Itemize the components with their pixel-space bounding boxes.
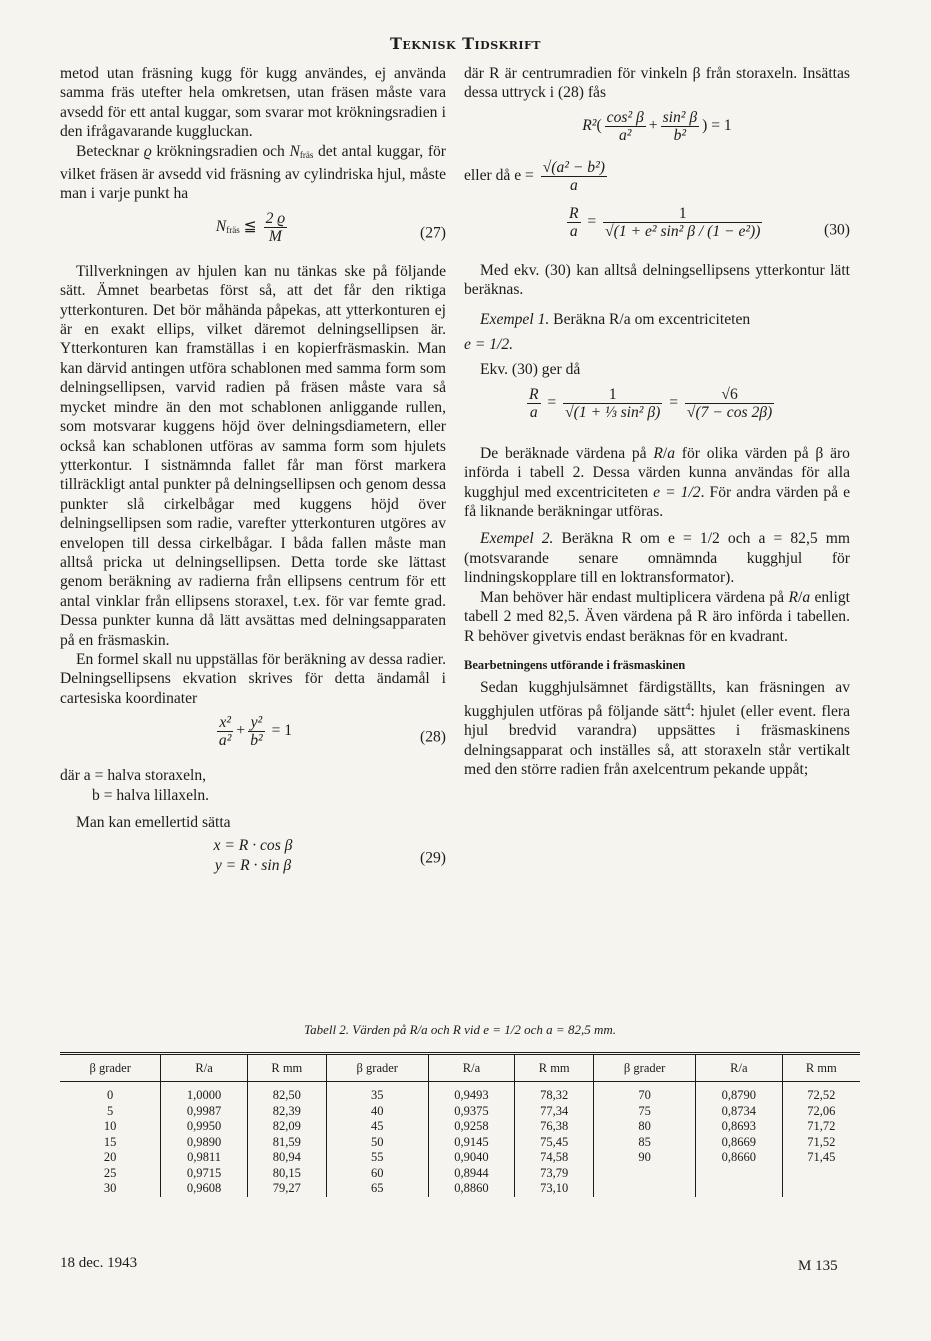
table-cell: 74,58 <box>515 1150 594 1166</box>
table-cell: 75 <box>594 1104 696 1120</box>
table-cell: 0,9811 <box>161 1150 248 1166</box>
denominator: b² <box>250 732 263 750</box>
equation-28: $\frac{\text{x²}}{\text{a²}}$ + $\frac{\text{y²}}{\text{b²}}$ = 1 (28) <box>218 714 446 750</box>
table-cell <box>696 1181 783 1197</box>
numerator: 2 ϱ <box>265 209 286 227</box>
table-cell: 0,8660 <box>696 1150 783 1166</box>
table-cell: 0,9145 <box>428 1135 515 1151</box>
table-row <box>60 1181 860 1197</box>
table-cell: 71,72 <box>782 1119 860 1135</box>
table-cell: 79,27 <box>247 1181 326 1197</box>
column-header: R/a <box>696 1054 783 1082</box>
numerator: √(a² − b²) <box>542 158 605 176</box>
numerator: sin² β <box>662 108 698 126</box>
example-1-equation: $\frac{R}{a}$ = $\frac{1}{\text{√(1 + ⅓ sin² β)}}$ = $\frac{√6}{√(7 - \cos 2\beta)}$ <box>529 385 773 421</box>
table-cell: 72,52 <box>782 1082 860 1104</box>
denominator: a² <box>618 126 632 144</box>
rhs: = 1 <box>707 116 732 134</box>
table-cell: 82,39 <box>247 1104 326 1120</box>
equation-number: (27) <box>420 224 446 242</box>
numerator: 1 <box>563 386 662 404</box>
denominator: √(1 + ⅓ sin² β) <box>565 403 661 421</box>
footnote-ref: 4 <box>685 701 691 713</box>
text: det antal kuggar, för vilket fräsen är avsedd vid fräsning av cylindriska hjul, måste man i varje punkt ha <box>60 142 446 203</box>
section-title: Bearbetningens utförande i fräsmaskinen <box>464 657 686 672</box>
table-row <box>60 1135 860 1151</box>
table-cell: 65 <box>326 1181 428 1197</box>
table-cell: 5 <box>107 1103 114 1118</box>
paragraph <box>464 529 850 587</box>
table-row <box>60 1082 860 1104</box>
denominator: b² <box>673 126 687 144</box>
text: enligt tabell 2 med 82,5. Även värdena på R äro införda i tabellen. R behöver givetvis endast beräknas för en kvadrant. <box>464 588 850 645</box>
text: för olika värden på β äro införda i tabell 2. Dessa värden kunna användas för alla kugghjul med excentriciteten <box>464 444 850 501</box>
definition: b = halva lillaxeln. <box>92 786 210 804</box>
table-cell: 55 <box>326 1150 428 1166</box>
table-row <box>60 1119 860 1135</box>
column-header: R/a <box>428 1054 515 1082</box>
paragraph: där R är centrumradien för vinkeln β från storaxeln. Insättas dessa uttryck i (28) fås <box>464 65 850 102</box>
example-label: Exempel 1. <box>480 310 550 328</box>
column-header: R mm <box>782 1054 860 1082</box>
text: Sedan kugghjulsämnet färdigställts, kan fräsningen av kugghjulen utföras på följande sätt <box>464 679 850 720</box>
table-cell: 80,15 <box>247 1166 326 1182</box>
table-cell: 0,8734 <box>696 1104 783 1120</box>
table-cell: 72,06 <box>782 1104 860 1120</box>
equation-number: (28) <box>420 728 446 746</box>
symbol: R <box>653 444 663 462</box>
equation-substituted: R²( $\frac{\text{cos² β}}{\text{a²}}$ + $\frac{\text{sin² β}}{\text{b²}}$ ) = 1 <box>582 108 732 144</box>
fraction <box>563 386 662 421</box>
fraction <box>541 159 607 194</box>
paragraph <box>464 310 850 329</box>
fraction <box>605 109 646 144</box>
table-cell: 0,9890 <box>161 1135 248 1151</box>
symbol: a <box>667 444 676 462</box>
table-cell <box>782 1181 860 1197</box>
table-cell: 0,8790 <box>696 1082 783 1104</box>
numerator: R <box>569 204 579 222</box>
numerator: R <box>529 385 539 403</box>
table-cell: 0,9715 <box>161 1166 248 1182</box>
table-cell: 0,8693 <box>696 1119 783 1135</box>
table-cell: 70 <box>594 1082 696 1104</box>
numerator: √6 <box>685 386 774 404</box>
equation-line: x = R · cos β <box>213 837 293 855</box>
values-table <box>60 1052 860 1197</box>
issue-date: 18 dec. 1943 <box>60 1255 138 1271</box>
table-cell: 0,9608 <box>161 1181 248 1197</box>
paragraph: Man behöver här endast multiplicera värdena på R/a enligt tabell 2 med 82,5. Även värdena på R äro införda i tabellen. R behöver givetvis endast beräknas för en kvadrant. <box>464 588 850 645</box>
table-cell: 0,9987 <box>161 1104 248 1120</box>
paragraph: Tillverkningen av hjulen kan nu tänkas ske på följande sätt. Ämnet bearbetas först så, att det får den riktiga ytterkonturen. Det bör måhända påpekas, att ytterkonturen ej är en exakt ellips, vilket däremot delningsellipsen är. Ytterkonturen kan framställas i en kopierfräsmaskin. Man kan därvid antingen utföra schablonen med samma form som delningsellipsen, varvid radien på fräsen måste vara så mycket mindre än den mot schablonen anliggande rullen, som motsvarar kuggens höjd över delningsdiametern, eller också kan schablonen utföras av samma form som hjulets ytterkontur. I sistnämnda fallet får man först markera tillräckligt antal punkter på delningsellipsen och genom dessa punkter slå cirkelbågar med kuggens höjd över delningsellipsen som radie, varefter ytterkonturen utgöres av envelopen till dessa cirkelbågar. I båda fallen måste man alltså pricka ut delningsellipsen. Detta torde ske lättast genom beräkning av radierna från ellipsens centrum för ett antal vinklar från ellipsens storaxel, t.ex. för var femte grad. Dessa punkter kunna då lätt avsättas med delningsapparaten på en fräsmaskin. <box>60 262 446 649</box>
column-header: R/a <box>161 1054 248 1082</box>
table-cell: 35 <box>326 1082 428 1104</box>
symbol: 1/2 <box>699 530 720 548</box>
numerator: cos² β <box>606 108 644 126</box>
table-cell: 90 <box>594 1150 696 1166</box>
column-header: R mm <box>515 1054 594 1082</box>
numerator: 1 <box>603 205 762 223</box>
table-row <box>60 1104 860 1120</box>
table-row <box>60 1150 860 1166</box>
fraction <box>264 210 288 245</box>
text: Man behöver här endast multiplicera värdena på <box>480 588 789 606</box>
denominator: M <box>268 227 282 245</box>
equation-number: (30) <box>824 221 850 239</box>
table-cell: 80,94 <box>247 1150 326 1166</box>
symbol: R <box>788 588 798 606</box>
symbol: N <box>289 142 300 160</box>
table-cell: 82,50 <box>247 1082 326 1104</box>
text: . För andra värden på e få liknande beräkningar utföras. <box>464 483 850 521</box>
table-cell: 45 <box>326 1119 428 1135</box>
table-cell: 71,52 <box>782 1135 860 1151</box>
numerator: y² <box>248 714 264 732</box>
example-label: Exempel 2. <box>480 530 554 548</box>
page-number: M 135 <box>798 1258 838 1274</box>
text: Beräkna R om e = <box>553 530 700 548</box>
table-row <box>60 1166 860 1182</box>
equation-line: e = 1/2. <box>464 336 514 354</box>
table-cell <box>782 1166 860 1182</box>
table-cell: 0,9040 <box>428 1150 515 1166</box>
relation: ≦ <box>239 217 261 235</box>
table-cell: 0 <box>107 1088 114 1102</box>
table-header-row <box>60 1054 860 1082</box>
table-cell: 60 <box>326 1166 428 1182</box>
paragraph: Ekv. (30) ger då <box>480 361 581 379</box>
paragraph: Man kan emellertid sätta <box>76 814 231 831</box>
paragraph: metod utan fräsning kugg för kugg användes, ej använda samma fräs utefter hela omkretsen, utan fräsen måste vara avsedd för ett antal kuggar, som svarar mot krökningsradien i den ifrågavarande kuggluckan. <box>60 65 446 141</box>
paragraph: En formel skall nu uppställas för beräkning av dessa radier. Delningsellipsens ekvation skrives för detta ändamål i cartesiska koordinater <box>60 650 446 707</box>
symbol: a <box>802 588 811 606</box>
fraction <box>527 386 541 421</box>
paragraph: Med ekv. (30) kan alltså delningsellipsens ytterkontur lätt beräknas. <box>464 261 850 299</box>
table-cell: 80 <box>594 1119 696 1135</box>
text: Betecknar <box>76 142 144 160</box>
table-cell: 76,38 <box>515 1119 594 1135</box>
left-column <box>60 64 446 886</box>
journal-header: Teknisk Tidskrift <box>389 34 541 53</box>
table-cell: 73,79 <box>515 1166 594 1182</box>
symbol: ϱ <box>143 142 152 160</box>
eccentricity-definition <box>464 159 850 199</box>
denominator: a <box>569 176 578 194</box>
fraction <box>603 205 762 240</box>
text: : hjulet (eller event. flera hjul bredvid varandra) uppsättes i fräsmaskinens delningsapparat och inställes så, att storaxeln står vertikalt med den större radien från axelcentrum pekande uppåt; <box>464 702 850 778</box>
symbol: R² <box>582 116 597 134</box>
equation-number: (29) <box>420 849 446 867</box>
paragraph <box>60 142 446 204</box>
table-cell: 0,9950 <box>161 1119 248 1135</box>
fraction <box>567 205 581 240</box>
table-caption: Tabell 2. Värden på R/a och R vid e = 1/2 och a = 82,5 mm. <box>304 1022 616 1037</box>
table-cell: 10 <box>103 1119 117 1133</box>
text: och a = 82,5 mm (motsvarande senare omnämnda kugghjul för lindningskopplare till en loktransformator). <box>464 530 850 587</box>
table-cell: 40 <box>326 1104 428 1120</box>
denominator: √(7 − cos 2β) <box>686 403 773 421</box>
fraction <box>248 714 264 749</box>
equation-line: y = R · sin β <box>214 856 292 874</box>
table-cell: 0,8669 <box>696 1135 783 1151</box>
table-cell: 85 <box>594 1135 696 1151</box>
text: eller då e = <box>464 166 538 184</box>
denominator: √(1 + e² sin² β / (1 − e²)) <box>605 222 761 240</box>
numerator: x² <box>217 714 233 732</box>
denominator: a <box>529 403 538 421</box>
equation-27 <box>60 210 446 256</box>
table-cell: 78,32 <box>515 1082 594 1104</box>
fraction <box>661 109 700 144</box>
equation-29 <box>60 836 446 880</box>
rhs: = 1 <box>267 722 293 740</box>
table-cell: 25 <box>103 1165 117 1180</box>
equation-30: $\frac{R}{a}$ = $\frac{1}{\text{√(1 + e² sin² β / (1 − e²))}}$ (30) <box>569 204 850 240</box>
table-cell: 15 <box>103 1134 117 1149</box>
symbol: e = 1/2 <box>653 483 701 501</box>
table-cell: 50 <box>326 1135 428 1151</box>
fraction <box>685 386 774 421</box>
column-header: R mm <box>247 1054 326 1082</box>
symbol: N <box>215 217 227 235</box>
fraction <box>217 714 233 749</box>
column-header: β grader <box>326 1054 428 1082</box>
table-cell: 0,9493 <box>428 1082 515 1104</box>
table-cell <box>594 1181 696 1197</box>
column-header: β grader <box>60 1054 161 1082</box>
text: Beräkna R/a om excentriciteten <box>549 310 751 328</box>
table-cell: 0,9258 <box>428 1119 515 1135</box>
paragraph: De beräknade värdena på R/a för olika värden på β äro införda i tabell 2. Dessa värden kunna användas för alla kugghjul med excentriciteten e = 1/2. För andra värden på e få liknande beräkningar utföras. <box>464 444 850 521</box>
definition: där a = halva storaxeln, <box>60 767 207 785</box>
paragraph <box>464 678 850 779</box>
text: De beräknade värdena på <box>480 444 654 462</box>
subscript: fräs <box>299 149 314 160</box>
column-header: β grader <box>594 1054 696 1082</box>
table-cell <box>696 1166 783 1182</box>
table-cell <box>594 1166 696 1182</box>
text: krökningsradien och <box>151 142 290 160</box>
table-cell: 30 <box>103 1181 117 1195</box>
table-cell: 81,59 <box>247 1135 326 1151</box>
table-cell: 82,09 <box>247 1119 326 1135</box>
table-cell: 71,45 <box>782 1150 860 1166</box>
table-cell: 0,8860 <box>428 1181 515 1197</box>
right-column <box>464 64 850 779</box>
table-cell: 20 <box>103 1150 117 1164</box>
denominator: a <box>569 222 578 240</box>
table-cell: 77,34 <box>515 1104 594 1120</box>
table-cell: 73,10 <box>515 1181 594 1197</box>
denominator: a² <box>218 732 232 750</box>
table-cell: 75,45 <box>515 1135 594 1151</box>
subscript: fräs <box>226 224 240 235</box>
table-cell: 0,8944 <box>428 1166 515 1182</box>
table-cell: 0,9375 <box>428 1104 515 1120</box>
table-cell: 1,0000 <box>161 1082 248 1104</box>
